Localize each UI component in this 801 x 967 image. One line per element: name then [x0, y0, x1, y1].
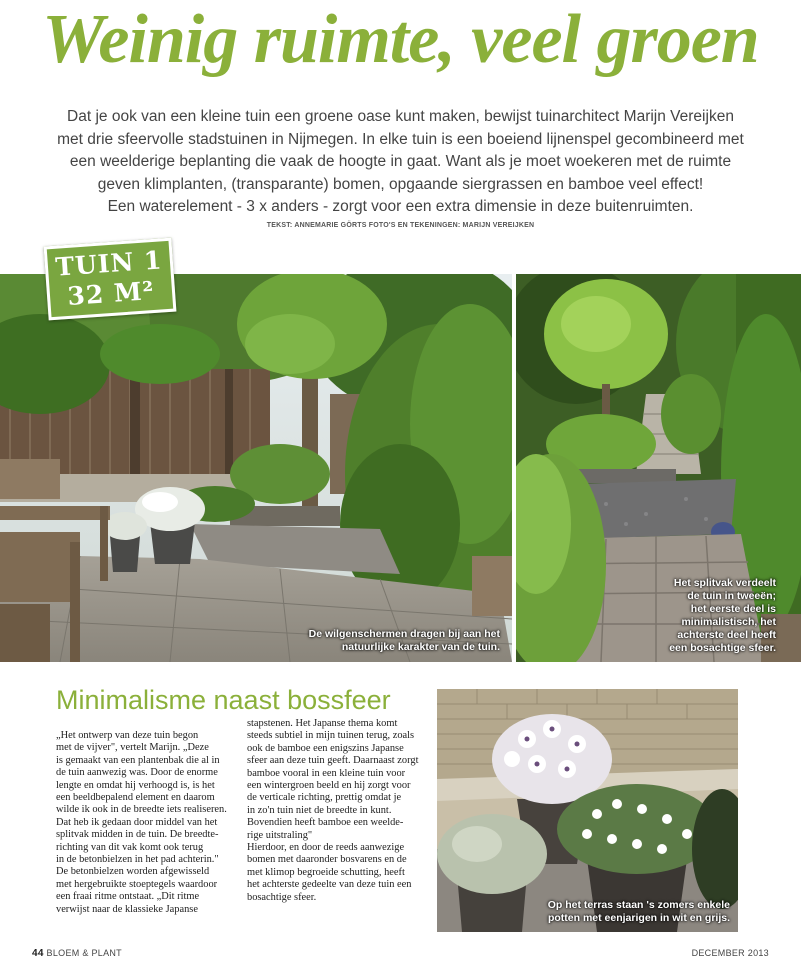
intro-line: Dat je ook van een kleine tuin een groene oase kunt maken, bewijst tuinarchitect Marijn Vereijken [67, 108, 734, 125]
caption-line: achterste deel heeft [677, 629, 776, 641]
credits-line: TEKST: ANNEMARIE GÖRTS FOTO'S EN TEKENINGEN: MARIJN VEREIJKEN [266, 222, 535, 229]
text-line: met hergebruikte stoeptegels waardoor [56, 878, 218, 890]
text-line: De betonbielzen worden afgewisseld [56, 866, 210, 878]
caption-line: een bosachtige sfeer. [669, 642, 776, 654]
intro-text [40, 106, 761, 219]
caption-line: het eerste deel is [690, 603, 776, 615]
text-line: ook de bamboe een enigszins Japanse [247, 742, 404, 754]
text-line: splitvak midden in de tuin. De breedte- [56, 829, 219, 841]
text-line: in de betonbielzen in het pad achterin." [56, 854, 219, 866]
article-column-1 [56, 730, 232, 916]
article-column-2 [247, 718, 425, 904]
text-line: de verticale richting, prettig omdat je [247, 792, 402, 804]
text-line: steeds subtiel in mijn tuinen terug, zoals [247, 730, 415, 742]
caption-line: natuurlijke karakter van de tuin. [341, 641, 500, 653]
photo-flower-pots [437, 689, 738, 932]
badge-garden-size: 32 M² [66, 275, 156, 311]
caption-line: potten met eenjarigen in wit en grijs. [547, 912, 730, 924]
text-line: richting van dit vak komt ook terug [56, 841, 204, 853]
footer-left [32, 948, 122, 959]
caption-line: Het splitvak verdeelt [673, 577, 776, 589]
issue-date: DECEMBER 2013 [691, 948, 769, 958]
intro-line: Een waterelement - 3 x anders - zorgt voor een extra dimensie in deze buitenruimten. [107, 198, 694, 215]
text-line: de tuin aanwezig was. Door de enorme [56, 767, 218, 779]
caption-line: minimalistisch, het [681, 616, 776, 628]
text-line: wilde ik ook in de breedte iets realiseren. [56, 804, 227, 816]
text-line: een wintergroen beeld en hij zorgt voor [247, 780, 411, 792]
badge-garden-number: TUIN 1 [54, 245, 164, 282]
flower-pots-illustration [437, 689, 738, 932]
caption-line: De wilgenschermen dragen bij aan het [308, 628, 500, 640]
section-title: Minimalisme naast bossfeer [56, 685, 391, 715]
text-line: het achterste gedeelte van deze tuin een [247, 879, 412, 891]
text-line: een beeldbepalend element en daarom [56, 792, 215, 804]
caption-photo-top-view [646, 577, 776, 655]
text-line: stapstenen. Het Japanse thema komt [247, 718, 398, 729]
text-line: met de vijver", vertelt Marijn. „Deze [56, 742, 209, 754]
text-line: Hierdoor, en door de reeds aanwezige [247, 842, 405, 854]
caption-line: Op het terras staan 's zomers enkele [547, 899, 730, 911]
text-line: in zo'n tuin niet de breedte in kunt. [247, 804, 392, 816]
intro-line: een weelderige beplanting die vaak de hoogte in gaat. Want als je moet woekeren met de ruimte [69, 153, 732, 170]
caption-photo-pots [540, 899, 730, 925]
text-line: is gemaakt van een plantenbak die al in [56, 754, 220, 766]
intro-line: met drie sfeervolle stadstuinen in Nijmegen. In elke tuin is een boeiend lijnenspel gecombineerd met [57, 130, 744, 148]
page-title: Weinig ruimte, veel groen [42, 1, 759, 78]
caption-photo-terrace [300, 628, 500, 654]
page-number: 44 [32, 948, 44, 959]
text-line: sfeer aan deze tuin geeft. Daarnaast zorgt [247, 755, 419, 767]
text-line: Bovendien heeft bamboe een weelde- [247, 817, 404, 829]
photo-garden-terrace [0, 274, 512, 662]
intro-line: geven klimplanten, (transparante) bomen, opgaande siergrassen en bamboe veel effect! [97, 175, 704, 193]
garden-badge [44, 238, 177, 321]
text-line: bamboe vooral in een kleine tuin voor [247, 767, 406, 779]
text-line: rige uitstraling" [247, 829, 313, 841]
magazine-name: BLOEM & PLANT [46, 948, 122, 958]
text-line: „Het ontwerp van deze tuin begon [56, 730, 199, 741]
text-line: bosachtige sfeer. [247, 891, 317, 903]
text-line: bomen met daaronder bosvarens en de [247, 854, 407, 866]
garden-terrace-illustration [0, 274, 512, 662]
text-line: een fraai ritme ontstaat. „Dit ritme [56, 891, 200, 903]
text-line: verwijst naar de klassieke Japanse [56, 903, 198, 915]
text-line: lengte en omdat hij verhoogd is, is het [56, 779, 215, 791]
text-line: Dat heb ik gedaan door middel van het [56, 816, 218, 828]
caption-line: de tuin in tweeën; [687, 590, 776, 602]
text-line: met klimop begroeide schutting, heeft [247, 866, 405, 878]
